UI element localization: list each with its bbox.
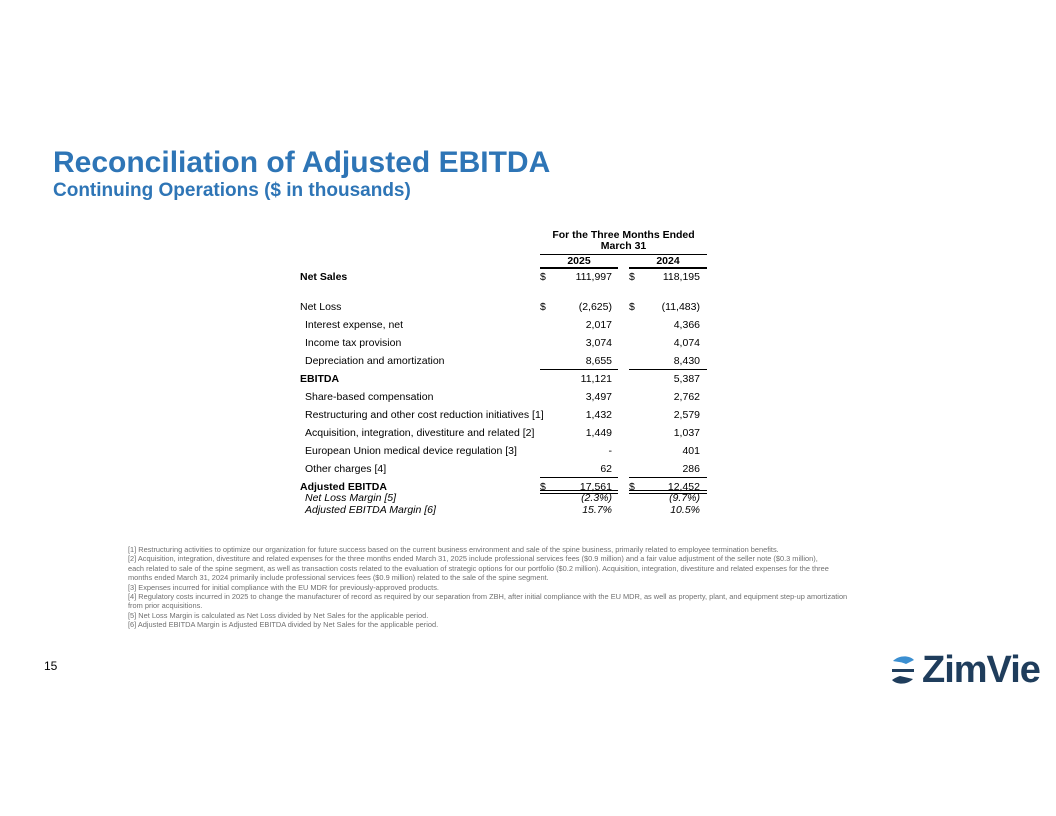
period-header-line2: March 31 (600, 240, 647, 252)
table-row-eu-mdr (300, 444, 710, 458)
row-label: Acquisition, integration, divestiture and related [2] (305, 427, 535, 439)
row-label: Net Loss Margin [5] (305, 492, 397, 504)
year-header-2024: 2024 (656, 255, 680, 267)
table-row-share-based-comp (300, 390, 710, 404)
dollar-sign: $ (629, 301, 635, 313)
row-label: Interest expense, net (305, 319, 404, 331)
value-2025: 1,432 (585, 409, 612, 421)
footnote: [4] Regulatory costs incurred in 2025 to change the manufacturer of record as required by our separation from ZBH, after initial compliance with the EU MDR, as well as property, plant, and equipment step-up amortization (128, 592, 848, 602)
table-row-depreciation (300, 354, 710, 368)
subtotal-rule (540, 369, 618, 370)
value-2025: 1,449 (585, 427, 612, 439)
row-label: Net Loss (300, 301, 342, 313)
value-2024: 10.5% (670, 504, 700, 516)
table-row-net-sales (300, 270, 710, 284)
dollar-sign: $ (540, 271, 546, 283)
value-2024: 118,195 (662, 271, 700, 283)
row-label: European Union medical device regulation [3] (305, 445, 517, 457)
value-2025: 11,121 (580, 373, 612, 385)
value-2024: (9.7%) (669, 492, 700, 504)
row-label: Depreciation and amortization (305, 355, 445, 367)
zimvie-mark-icon (890, 655, 916, 685)
period-header (540, 230, 707, 255)
subtotal-rule (540, 477, 618, 478)
value-2024: 401 (682, 445, 700, 457)
row-label: Other charges [4] (305, 463, 387, 475)
page-title: Reconciliation of Adjusted EBITDA (53, 146, 551, 179)
table-row-net-loss (300, 300, 710, 314)
table-row-income-tax (300, 336, 710, 350)
row-label: Restructuring and other cost reduction initiatives [1] (305, 409, 544, 421)
value-2024: 1,037 (673, 427, 700, 439)
value-2025: 17,561 (579, 481, 612, 493)
subtotal-rule (629, 369, 707, 370)
row-label: Adjusted EBITDA (300, 481, 387, 493)
dollar-sign: $ (629, 271, 635, 283)
value-2025: 62 (600, 463, 612, 475)
table-row-interest-expense (300, 318, 710, 332)
value-2024: 4,074 (673, 337, 700, 349)
zimvie-logo (890, 650, 1040, 690)
value-2024: 2,762 (673, 391, 700, 403)
row-label: Adjusted EBITDA Margin [6] (305, 504, 436, 516)
year-header-2025: 2025 (567, 255, 591, 267)
value-2025: 111,997 (575, 271, 612, 283)
value-2025: 3,074 (585, 337, 612, 349)
value-2025: 3,497 (585, 391, 612, 403)
table-row-ebitda (300, 372, 710, 386)
footnotes (128, 545, 908, 630)
row-label: Net Sales (300, 271, 348, 283)
period-header-line1: For the Three Months Ended (552, 229, 695, 241)
dollar-sign: $ (629, 481, 635, 493)
footnote: [5] Net Loss Margin is calculated as Net Loss divided by Net Sales for the applicable period. (128, 610, 429, 620)
value-2024: 2,579 (673, 409, 700, 421)
zimvie-wordmark: ZimVie (922, 649, 1040, 691)
value-2024: (11,483) (661, 301, 700, 313)
value-2024: 12,452 (667, 481, 700, 493)
table-row-acquisition (300, 426, 710, 440)
value-2024: 8,430 (673, 355, 700, 367)
subtotal-rule (629, 477, 707, 478)
value-2024: 5,387 (673, 373, 700, 385)
value-2025: (2,625) (578, 301, 612, 313)
page-number: 15 (44, 659, 58, 673)
row-label: Share-based compensation (305, 391, 434, 403)
value-2024: 4,366 (673, 319, 700, 331)
table-row-adjusted-ebitda-margin (300, 503, 710, 517)
dollar-sign: $ (540, 301, 546, 313)
footnote: [1] Restructuring activities to optimize our organization for future success based on the current business environment and sale of the spine business, primarily related to employee termination benefits. (128, 545, 779, 554)
value-2025: - (608, 445, 612, 457)
value-2025: (2.3%) (581, 492, 612, 504)
table-row-restructuring (300, 408, 710, 422)
year-underline (540, 267, 618, 269)
footnote: [2] Acquisition, integration, divestiture and related expenses for the three months ended March 31, 2025 include professional services fees ($0.9 million) and a fair value adjustment of the seller note ($0.3 million), (128, 554, 818, 564)
value-2024: 286 (682, 463, 700, 475)
year-underline (629, 267, 707, 269)
footnote: months ended March 31, 2024 primarily include professional services fees ($0.9 million) related to the sale of the spine segment. (128, 573, 549, 583)
page-subtitle: Continuing Operations ($ in thousands) (53, 180, 411, 201)
value-2025: 15.7% (582, 504, 612, 516)
footnote: [6] Adjusted EBITDA Margin is Adjusted EBITDA divided by Net Sales for the applicable period. (128, 620, 439, 630)
row-label: EBITDA (300, 373, 340, 385)
value-2025: 2,017 (585, 319, 612, 331)
value-2025: 8,655 (585, 355, 612, 367)
footnote: each related to sale of the spine segment, as well as transaction costs related to the evaluation of strategic options for our portfolio ($0.2 million). Acquisition, integration, divestiture and related expenses for the three (128, 563, 829, 573)
table-row-other-charges (300, 462, 710, 476)
footnote: from prior acquisitions. (128, 601, 203, 611)
row-label: Income tax provision (305, 337, 402, 349)
dollar-sign: $ (540, 481, 546, 493)
footnote: [3] Expenses incurred for initial compliance with the EU MDR for previously-approved products. (128, 582, 439, 592)
